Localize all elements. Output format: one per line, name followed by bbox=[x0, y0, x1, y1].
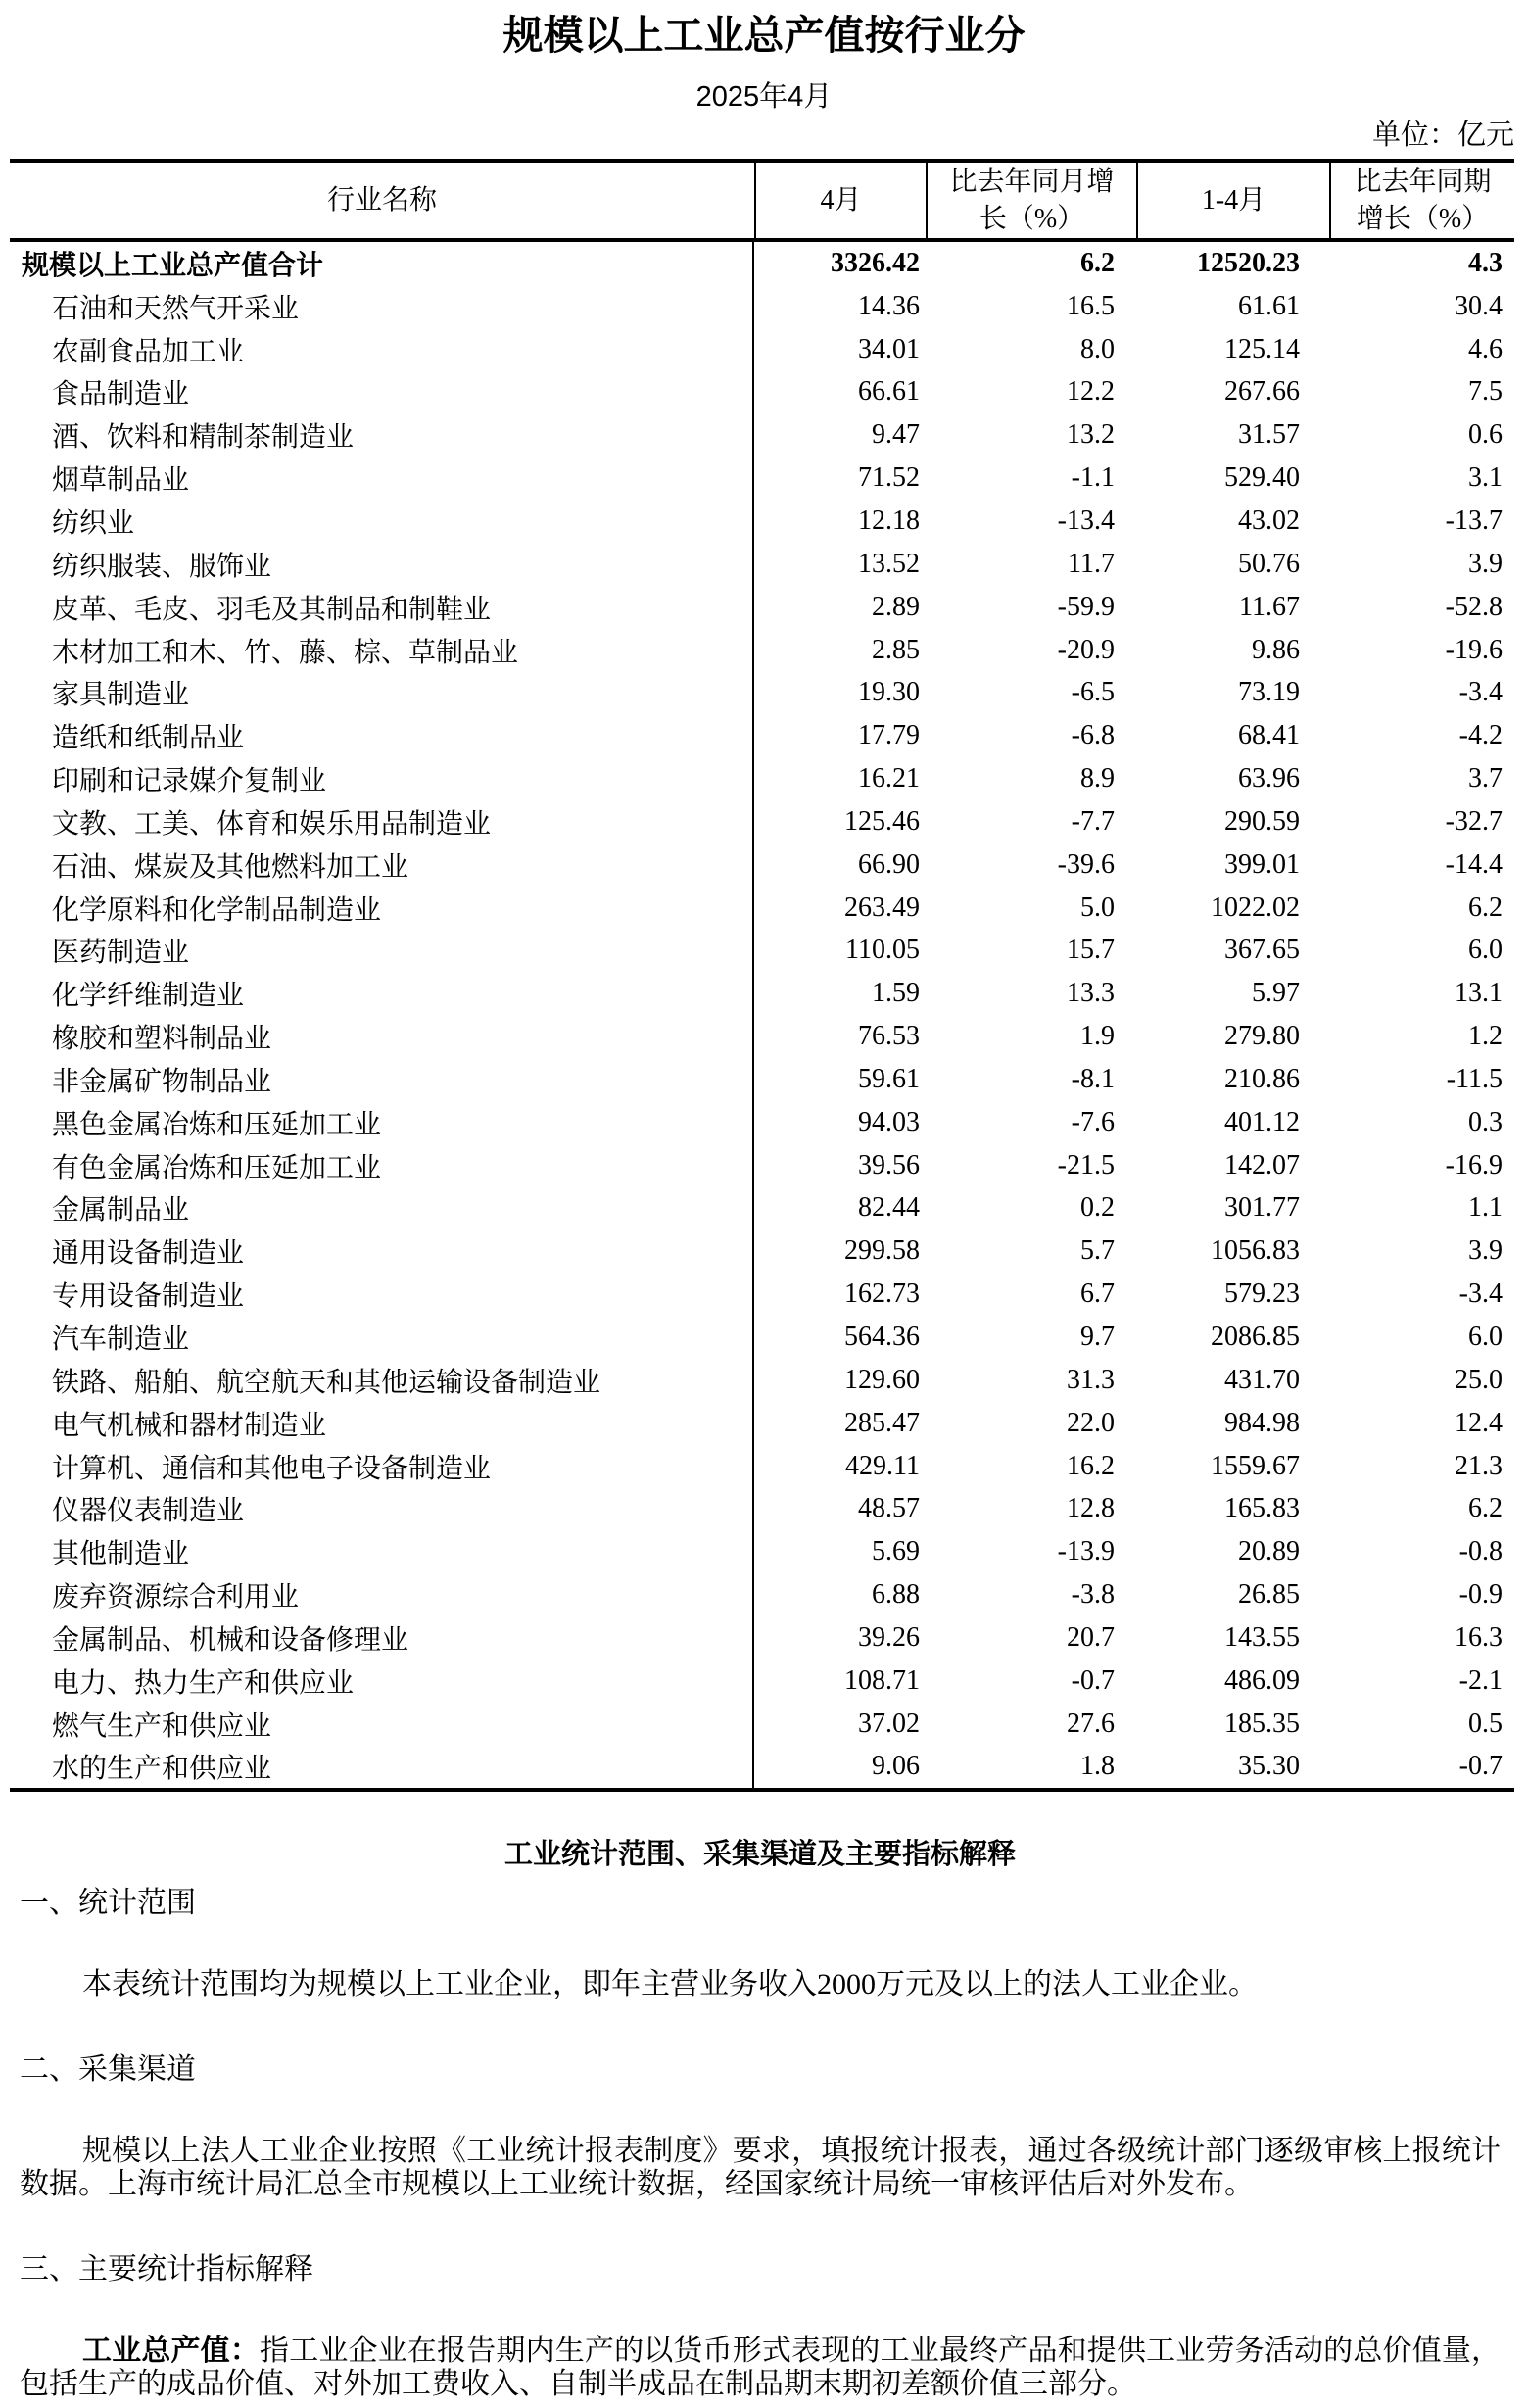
april-value-cell: 66.90 bbox=[858, 848, 920, 880]
yoy-growth-cell: -0.8 bbox=[1458, 1536, 1503, 1567]
table-row bbox=[10, 1101, 1514, 1144]
jan-apr-value-cell: 529.40 bbox=[1224, 462, 1300, 494]
industry-name-cell: 非金属矿物制品业 bbox=[10, 1058, 754, 1101]
notes-paragraph: 规模以上法人工业企业按照《工业统计报表制度》要求，填报统计报表，通过各级统计部门逐级审核上报统计数据。上海市统计局汇总全市规模以上工业统计数据，经国家统计局统一审核评估后对外发布。 bbox=[20, 2135, 1501, 2201]
table-row bbox=[10, 629, 1514, 672]
jan-apr-value-cell: 143.55 bbox=[1224, 1621, 1300, 1653]
april-value-cell: 82.44 bbox=[858, 1192, 920, 1224]
table-row bbox=[10, 800, 1514, 843]
table-row bbox=[10, 1445, 1514, 1488]
jan-apr-value-cell: 142.07 bbox=[1224, 1149, 1300, 1180]
page-subtitle: 2025年4月 bbox=[695, 81, 833, 113]
industry-name-cell: 燃气生产和供应业 bbox=[10, 1703, 754, 1746]
page-title: 规模以上工业总产值按行业分 bbox=[502, 13, 1026, 58]
jan-apr-value-cell: 185.35 bbox=[1224, 1708, 1300, 1739]
mom-growth-cell: -1.1 bbox=[1071, 462, 1115, 494]
industry-name-cell: 印刷和记录媒介复制业 bbox=[10, 757, 754, 800]
col-header-yoy-growth-line2: 增长（%） bbox=[1356, 203, 1490, 234]
table-row bbox=[10, 1616, 1514, 1660]
april-value-cell: 37.02 bbox=[858, 1708, 920, 1739]
mom-growth-cell: 8.9 bbox=[1080, 763, 1115, 795]
jan-apr-value-cell: 5.97 bbox=[1252, 978, 1300, 1009]
industry-name-cell: 家具制造业 bbox=[10, 671, 754, 714]
table-row bbox=[10, 1015, 1514, 1058]
mom-growth-cell: 11.7 bbox=[1068, 548, 1115, 579]
notes-section bbox=[20, 1837, 1501, 2401]
jan-apr-value-cell: 301.77 bbox=[1224, 1192, 1300, 1224]
industry-name-cell: 食品制造业 bbox=[10, 371, 754, 414]
industry-name-cell: 汽车制造业 bbox=[10, 1316, 754, 1359]
april-value-cell: 48.57 bbox=[858, 1493, 920, 1524]
mom-growth-cell: 12.2 bbox=[1067, 376, 1115, 408]
yoy-growth-cell: 1.2 bbox=[1468, 1021, 1503, 1052]
jan-apr-value-cell: 1056.83 bbox=[1211, 1235, 1300, 1267]
april-value-cell: 19.30 bbox=[858, 677, 920, 708]
jan-apr-value-cell: 210.86 bbox=[1224, 1063, 1300, 1094]
table-row bbox=[10, 285, 1514, 328]
yoy-growth-cell: -16.9 bbox=[1445, 1149, 1503, 1180]
industry-name-cell: 有色金属冶炼和压延加工业 bbox=[10, 1144, 754, 1187]
industry-name-cell: 废弃资源综合利用业 bbox=[10, 1573, 754, 1616]
april-value-cell: 110.05 bbox=[845, 935, 920, 966]
notes-subsection bbox=[20, 2052, 1501, 2201]
table-row bbox=[10, 843, 1514, 887]
yoy-growth-cell: -11.5 bbox=[1446, 1063, 1503, 1094]
jan-apr-value-cell: 61.61 bbox=[1238, 290, 1300, 321]
industry-name-cell: 烟草制品业 bbox=[10, 457, 754, 500]
april-value-cell: 76.53 bbox=[858, 1021, 920, 1052]
april-value-cell: 125.46 bbox=[844, 805, 920, 837]
april-value-cell: 108.71 bbox=[844, 1664, 920, 1696]
col-header-industry-name: 行业名称 bbox=[326, 184, 437, 216]
yoy-growth-cell: -32.7 bbox=[1445, 805, 1503, 837]
mom-growth-cell: -13.4 bbox=[1057, 505, 1115, 536]
april-value-cell: 2.85 bbox=[872, 634, 920, 665]
jan-apr-value-cell: 401.12 bbox=[1224, 1106, 1300, 1137]
mom-growth-cell: -3.8 bbox=[1071, 1579, 1115, 1611]
jan-apr-value-cell: 165.83 bbox=[1224, 1493, 1300, 1524]
april-value-cell: 39.26 bbox=[858, 1621, 920, 1653]
april-value-cell: 129.60 bbox=[844, 1364, 920, 1395]
jan-apr-value-cell: 11.67 bbox=[1239, 591, 1300, 622]
col-header-jan-apr: 1-4月 bbox=[1136, 163, 1329, 238]
mom-growth-cell: 6.7 bbox=[1080, 1278, 1115, 1310]
industry-name-cell: 石油和天然气开采业 bbox=[10, 285, 754, 328]
april-value-cell: 94.03 bbox=[858, 1106, 920, 1137]
industry-name-cell: 计算机、通信和其他电子设备制造业 bbox=[10, 1445, 754, 1488]
yoy-growth-cell: -4.2 bbox=[1458, 720, 1503, 751]
table-row bbox=[10, 413, 1514, 457]
industry-name-cell: 纺织服装、服饰业 bbox=[10, 543, 754, 586]
yoy-growth-cell: 1.1 bbox=[1468, 1192, 1503, 1224]
april-value-cell: 429.11 bbox=[845, 1450, 920, 1481]
mom-growth-cell: -20.9 bbox=[1057, 634, 1115, 665]
industry-name-cell: 纺织业 bbox=[10, 500, 754, 543]
yoy-growth-cell: -14.4 bbox=[1445, 848, 1503, 880]
col-header-april: 4月 bbox=[754, 163, 926, 238]
industry-name-cell: 通用设备制造业 bbox=[10, 1229, 754, 1273]
mom-growth-cell: -8.1 bbox=[1071, 1063, 1115, 1094]
jan-apr-value-cell: 125.14 bbox=[1224, 333, 1300, 364]
april-value-cell: 59.61 bbox=[858, 1063, 920, 1094]
mom-growth-cell: 5.0 bbox=[1080, 891, 1115, 923]
table-row bbox=[10, 1273, 1514, 1316]
table-header-row bbox=[10, 163, 1514, 242]
mom-growth-cell: 8.0 bbox=[1080, 333, 1115, 364]
mom-growth-cell: 16.2 bbox=[1067, 1450, 1115, 1481]
industry-output-table bbox=[10, 159, 1514, 1792]
april-value-cell: 17.79 bbox=[858, 720, 920, 751]
industry-name-cell: 金属制品业 bbox=[10, 1187, 754, 1230]
industry-name-cell: 黑色金属冶炼和压延加工业 bbox=[10, 1101, 754, 1144]
yoy-growth-cell: 12.4 bbox=[1455, 1407, 1503, 1438]
industry-name-cell: 石油、煤炭及其他燃料加工业 bbox=[10, 843, 754, 887]
jan-apr-value-cell: 579.23 bbox=[1224, 1278, 1300, 1310]
industry-name-cell: 规模以上工业总产值合计 bbox=[10, 242, 754, 285]
table-row bbox=[10, 1058, 1514, 1101]
table-row bbox=[10, 671, 1514, 714]
april-value-cell: 9.06 bbox=[872, 1751, 920, 1782]
jan-apr-value-cell: 486.09 bbox=[1224, 1664, 1300, 1696]
mom-growth-cell: -59.9 bbox=[1057, 591, 1115, 622]
notes-sections bbox=[20, 1886, 1501, 2401]
april-value-cell: 285.47 bbox=[844, 1407, 920, 1438]
yoy-growth-cell: -52.8 bbox=[1445, 591, 1503, 622]
industry-name-cell: 铁路、船舶、航空航天和其他运输设备制造业 bbox=[10, 1359, 754, 1402]
mom-growth-cell: 13.2 bbox=[1067, 419, 1115, 451]
jan-apr-value-cell: 279.80 bbox=[1224, 1021, 1300, 1052]
mom-growth-cell: -7.6 bbox=[1071, 1106, 1115, 1137]
jan-apr-value-cell: 399.01 bbox=[1224, 848, 1300, 880]
col-header-yoy-growth bbox=[1329, 163, 1514, 238]
industry-name-cell: 橡胶和塑料制品业 bbox=[10, 1015, 754, 1058]
industry-name-cell: 医药制造业 bbox=[10, 930, 754, 973]
table-row bbox=[10, 1487, 1514, 1530]
jan-apr-value-cell: 31.57 bbox=[1238, 419, 1300, 451]
industry-name-cell: 化学纤维制造业 bbox=[10, 972, 754, 1015]
jan-apr-value-cell: 1559.67 bbox=[1211, 1450, 1300, 1481]
table-body bbox=[10, 242, 1514, 1788]
jan-apr-value-cell: 50.76 bbox=[1238, 548, 1300, 579]
yoy-growth-cell: 3.1 bbox=[1468, 462, 1503, 494]
yoy-growth-cell: 13.1 bbox=[1455, 978, 1503, 1009]
mom-growth-cell: 9.7 bbox=[1080, 1322, 1115, 1353]
unit-note: 单位：亿元 bbox=[1371, 120, 1514, 151]
yoy-growth-cell: 6.2 bbox=[1468, 891, 1503, 923]
mom-growth-cell: 1.9 bbox=[1080, 1021, 1115, 1052]
table-row bbox=[10, 1316, 1514, 1359]
table-row bbox=[10, 1660, 1514, 1703]
industry-name-cell: 专用设备制造业 bbox=[10, 1273, 754, 1316]
yoy-growth-cell: 3.9 bbox=[1468, 1235, 1503, 1267]
yoy-growth-cell: 3.7 bbox=[1468, 763, 1503, 795]
jan-apr-value-cell: 9.86 bbox=[1252, 634, 1300, 665]
table-row bbox=[10, 242, 1514, 285]
mom-growth-cell: -6.5 bbox=[1071, 677, 1115, 708]
mom-growth-cell: 12.8 bbox=[1067, 1493, 1115, 1524]
mom-growth-cell: 13.3 bbox=[1067, 978, 1115, 1009]
col-header-mom-growth bbox=[926, 163, 1136, 238]
jan-apr-value-cell: 73.19 bbox=[1238, 677, 1300, 708]
jan-apr-value-cell: 63.96 bbox=[1238, 763, 1300, 795]
mom-growth-cell: 0.2 bbox=[1080, 1192, 1115, 1224]
mom-growth-cell: 5.7 bbox=[1080, 1235, 1115, 1267]
notes-subsection bbox=[20, 1886, 1501, 2001]
april-value-cell: 5.69 bbox=[872, 1536, 920, 1567]
jan-apr-value-cell: 26.85 bbox=[1238, 1579, 1300, 1611]
industry-name-cell: 水的生产和供应业 bbox=[10, 1746, 754, 1789]
april-value-cell: 34.01 bbox=[858, 333, 920, 364]
mom-growth-cell: 22.0 bbox=[1067, 1407, 1115, 1438]
yoy-growth-cell: 16.3 bbox=[1455, 1621, 1503, 1653]
industry-name-cell: 仪器仪表制造业 bbox=[10, 1487, 754, 1530]
april-value-cell: 162.73 bbox=[844, 1278, 920, 1310]
notes-subsection bbox=[20, 2252, 1501, 2401]
april-value-cell: 6.88 bbox=[872, 1579, 920, 1611]
yoy-growth-cell: 0.6 bbox=[1468, 419, 1503, 451]
april-value-cell: 66.61 bbox=[858, 376, 920, 408]
mom-growth-cell: 15.7 bbox=[1067, 935, 1115, 966]
yoy-growth-cell: 25.0 bbox=[1455, 1364, 1503, 1395]
jan-apr-value-cell: 20.89 bbox=[1238, 1536, 1300, 1567]
table-row bbox=[10, 586, 1514, 629]
notes-subsection-title: 二、采集渠道 bbox=[20, 2053, 196, 2087]
table-row bbox=[10, 930, 1514, 973]
yoy-growth-cell: 30.4 bbox=[1455, 290, 1503, 321]
yoy-growth-cell: 4.6 bbox=[1468, 333, 1503, 364]
col-header-mom-growth-line1: 比去年同月增 bbox=[949, 166, 1115, 197]
table-row bbox=[10, 371, 1514, 414]
col-header-yoy-growth-line1: 比去年同期 bbox=[1354, 166, 1492, 197]
jan-apr-value-cell: 290.59 bbox=[1224, 805, 1300, 837]
yoy-growth-cell: 7.5 bbox=[1468, 376, 1503, 408]
industry-name-cell: 电力、热力生产和供应业 bbox=[10, 1660, 754, 1703]
april-value-cell: 13.52 bbox=[858, 548, 920, 579]
mom-growth-cell: 31.3 bbox=[1067, 1364, 1115, 1395]
col-header-mom-growth-line2: 长（%） bbox=[979, 203, 1085, 234]
april-value-cell: 16.21 bbox=[858, 763, 920, 795]
table-row bbox=[10, 1530, 1514, 1573]
yoy-growth-cell: 4.3 bbox=[1468, 247, 1503, 278]
notes-subsection-title: 一、统计范围 bbox=[20, 1887, 196, 1920]
mom-growth-cell: -7.7 bbox=[1071, 805, 1115, 837]
jan-apr-value-cell: 68.41 bbox=[1238, 720, 1300, 751]
april-value-cell: 564.36 bbox=[844, 1322, 920, 1353]
yoy-growth-cell: -3.4 bbox=[1458, 1278, 1503, 1310]
jan-apr-value-cell: 984.98 bbox=[1224, 1407, 1300, 1438]
jan-apr-value-cell: 1022.02 bbox=[1211, 891, 1300, 923]
table-row bbox=[10, 714, 1514, 757]
april-value-cell: 1.59 bbox=[872, 978, 920, 1009]
jan-apr-value-cell: 267.66 bbox=[1224, 376, 1300, 408]
table-row bbox=[10, 500, 1514, 543]
april-value-cell: 299.58 bbox=[844, 1235, 920, 1267]
april-value-cell: 263.49 bbox=[844, 891, 920, 923]
april-value-cell: 14.36 bbox=[858, 290, 920, 321]
table-row bbox=[10, 543, 1514, 586]
jan-apr-value-cell: 431.70 bbox=[1224, 1364, 1300, 1395]
yoy-growth-cell: -0.7 bbox=[1458, 1751, 1503, 1782]
jan-apr-value-cell: 2086.85 bbox=[1211, 1322, 1300, 1353]
mom-growth-cell: 20.7 bbox=[1067, 1621, 1115, 1653]
table-row bbox=[10, 1746, 1514, 1789]
april-value-cell: 12.18 bbox=[858, 505, 920, 536]
april-value-cell: 9.47 bbox=[872, 419, 920, 451]
mom-growth-cell: 1.8 bbox=[1080, 1751, 1115, 1782]
industry-name-cell: 文教、工美、体育和娱乐用品制造业 bbox=[10, 800, 754, 843]
april-value-cell: 39.56 bbox=[858, 1149, 920, 1180]
jan-apr-value-cell: 367.65 bbox=[1224, 935, 1300, 966]
yoy-growth-cell: 21.3 bbox=[1455, 1450, 1503, 1481]
mom-growth-cell: -39.6 bbox=[1057, 848, 1115, 880]
april-value-cell: 3326.42 bbox=[831, 247, 920, 278]
mom-growth-cell: -6.8 bbox=[1071, 720, 1115, 751]
table-row bbox=[10, 1359, 1514, 1402]
yoy-growth-cell: 6.0 bbox=[1468, 1322, 1503, 1353]
table-row bbox=[10, 887, 1514, 930]
yoy-growth-cell: -2.1 bbox=[1458, 1664, 1503, 1696]
industry-name-cell: 农副食品加工业 bbox=[10, 328, 754, 371]
notes-paragraph: 工业总产值：指工业企业在报告期内生产的以货币形式表现的工业最终产品和提供工业劳务活动的总价值量，包括生产的成品价值、对外加工费收入、自制半成品在制品期末期初差额价值三部分。 bbox=[20, 2335, 1502, 2401]
table-row bbox=[10, 457, 1514, 500]
notes-heading: 工业统计范围、采集渠道及主要指标解释 bbox=[503, 1839, 1016, 1871]
mom-growth-cell: 27.6 bbox=[1067, 1708, 1115, 1739]
yoy-growth-cell: -13.7 bbox=[1445, 505, 1503, 536]
industry-name-cell: 酒、饮料和精制茶制造业 bbox=[10, 413, 754, 457]
yoy-growth-cell: 0.3 bbox=[1468, 1106, 1503, 1137]
table-row bbox=[10, 972, 1514, 1015]
table-row bbox=[10, 1703, 1514, 1746]
industry-name-cell: 其他制造业 bbox=[10, 1530, 754, 1573]
notes-paragraph: 本表统计范围均为规模以上工业企业，即年主营业务收入2000万元及以上的法人工业企业。 bbox=[82, 1968, 1258, 2001]
industry-name-cell: 化学原料和化学制品制造业 bbox=[10, 887, 754, 930]
jan-apr-value-cell: 43.02 bbox=[1238, 505, 1300, 536]
jan-apr-value-cell: 12520.23 bbox=[1197, 247, 1300, 278]
mom-growth-cell: -0.7 bbox=[1071, 1664, 1115, 1696]
mom-growth-cell: -13.9 bbox=[1057, 1536, 1115, 1567]
table-row bbox=[10, 1402, 1514, 1445]
notes-subsection-title: 三、主要统计指标解释 bbox=[20, 2253, 313, 2287]
yoy-growth-cell: 6.2 bbox=[1468, 1493, 1503, 1524]
jan-apr-value-cell: 35.30 bbox=[1238, 1751, 1300, 1782]
mom-growth-cell: -21.5 bbox=[1057, 1149, 1115, 1180]
yoy-growth-cell: -3.4 bbox=[1458, 677, 1503, 708]
table-row bbox=[10, 1187, 1514, 1230]
table-row bbox=[10, 1229, 1514, 1273]
table-row bbox=[10, 1144, 1514, 1187]
industry-name-cell: 电气机械和器材制造业 bbox=[10, 1402, 754, 1445]
yoy-growth-cell: 6.0 bbox=[1468, 935, 1503, 966]
yoy-growth-cell: 0.5 bbox=[1468, 1708, 1503, 1739]
industry-name-cell: 木材加工和木、竹、藤、棕、草制品业 bbox=[10, 629, 754, 672]
mom-growth-cell: 6.2 bbox=[1080, 247, 1115, 278]
table-row bbox=[10, 328, 1514, 371]
yoy-growth-cell: -0.9 bbox=[1458, 1579, 1503, 1611]
table-row bbox=[10, 757, 1514, 800]
mom-growth-cell: 16.5 bbox=[1067, 290, 1115, 321]
yoy-growth-cell: -19.6 bbox=[1445, 634, 1503, 665]
april-value-cell: 71.52 bbox=[858, 462, 920, 494]
april-value-cell: 2.89 bbox=[872, 591, 920, 622]
industry-name-cell: 造纸和纸制品业 bbox=[10, 714, 754, 757]
yoy-growth-cell: 3.9 bbox=[1468, 548, 1503, 579]
industry-name-cell: 金属制品、机械和设备修理业 bbox=[10, 1616, 754, 1660]
industry-name-cell: 皮革、毛皮、羽毛及其制品和制鞋业 bbox=[10, 586, 754, 629]
defined-term: 工业总产值： bbox=[82, 2335, 261, 2368]
table-row bbox=[10, 1573, 1514, 1616]
